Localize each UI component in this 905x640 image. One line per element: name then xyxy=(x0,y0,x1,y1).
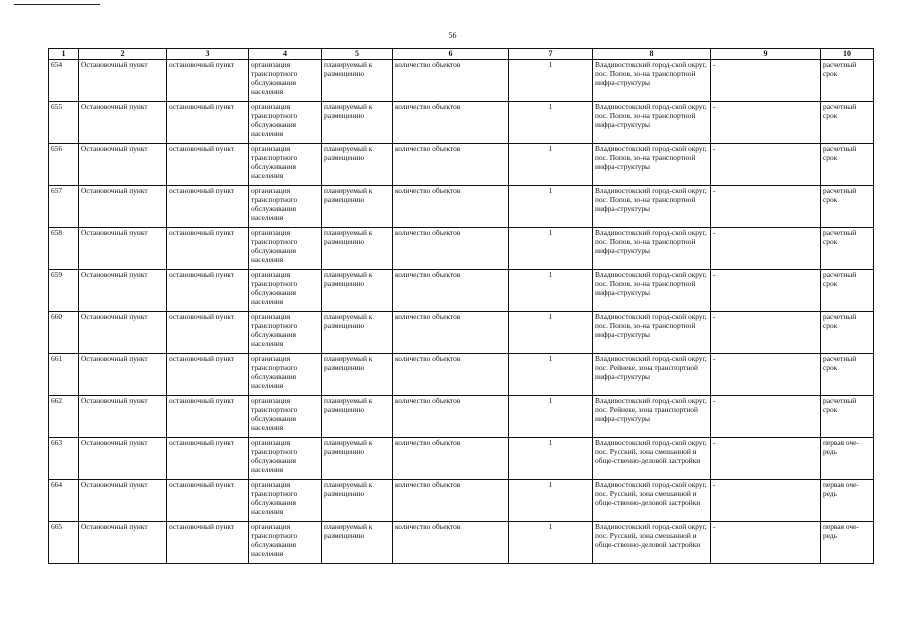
column-header: 6 xyxy=(393,49,509,60)
column-header: 2 xyxy=(79,49,167,60)
column-header: 7 xyxy=(509,49,593,60)
object-name: Остановочный пункт xyxy=(79,312,167,354)
object-type: остановочный пункт xyxy=(167,186,249,228)
protection-zone: - xyxy=(711,186,821,228)
row-number: 664 xyxy=(49,480,79,522)
object-name: Остановочный пункт xyxy=(79,396,167,438)
object-location: Владивостокский город-ской округ, пос. Русский, зона смешанной и обще-ственно-деловой застройки xyxy=(593,438,711,480)
table-row xyxy=(49,438,874,480)
indicator-name: количество объектов xyxy=(393,354,509,396)
object-type: остановочный пункт xyxy=(167,522,249,564)
object-location: Владивостокский город-ской округ, пос. Попов, зо-на транспортной инфра-структуры xyxy=(593,270,711,312)
indicator-name: количество объектов xyxy=(393,60,509,102)
implementation-term: расчетный срок xyxy=(821,102,874,144)
protection-zone: - xyxy=(711,312,821,354)
column-header: 1 xyxy=(49,49,79,60)
indicator-value: 1 xyxy=(509,144,593,186)
header-rule xyxy=(14,4,100,5)
protection-zone: - xyxy=(711,522,821,564)
indicator-value: 1 xyxy=(509,396,593,438)
row-number: 658 xyxy=(49,228,79,270)
indicator-value: 1 xyxy=(509,480,593,522)
column-header: 4 xyxy=(249,49,322,60)
object-location: Владивостокский город-ской округ, пос. Попов, зо-на транспортной инфра-структуры xyxy=(593,186,711,228)
object-location: Владивостокский город-ской округ, пос. Рейнеке, зона транспортной инфра-структуры xyxy=(593,396,711,438)
table-body xyxy=(49,60,874,564)
object-name: Остановочный пункт xyxy=(79,522,167,564)
implementation-term: первая оче-редь xyxy=(821,438,874,480)
object-location: Владивостокский город-ской округ, пос. Русский, зона смешанной и обще-ственно-деловой застройки xyxy=(593,480,711,522)
row-number: 662 xyxy=(49,396,79,438)
object-purpose: организация транспортного обслуживания населения xyxy=(249,438,322,480)
object-status: планируемый к размещению xyxy=(322,312,393,354)
protection-zone: - xyxy=(711,480,821,522)
registry-table xyxy=(48,48,874,564)
object-type: остановочный пункт xyxy=(167,60,249,102)
table-row xyxy=(49,312,874,354)
object-purpose: организация транспортного обслуживания населения xyxy=(249,480,322,522)
indicator-value: 1 xyxy=(509,228,593,270)
implementation-term: первая оче-редь xyxy=(821,480,874,522)
protection-zone: - xyxy=(711,228,821,270)
object-status: планируемый к размещению xyxy=(322,102,393,144)
indicator-name: количество объектов xyxy=(393,312,509,354)
object-name: Остановочный пункт xyxy=(79,354,167,396)
protection-zone: - xyxy=(711,270,821,312)
object-purpose: организация транспортного обслуживания населения xyxy=(249,270,322,312)
table-row xyxy=(49,270,874,312)
row-number: 654 xyxy=(49,60,79,102)
object-status: планируемый к размещению xyxy=(322,228,393,270)
table-row xyxy=(49,144,874,186)
object-name: Остановочный пункт xyxy=(79,480,167,522)
implementation-term: расчетный срок xyxy=(821,144,874,186)
row-number: 660 xyxy=(49,312,79,354)
implementation-term: расчетный срок xyxy=(821,60,874,102)
row-number: 659 xyxy=(49,270,79,312)
object-location: Владивостокский город-ской округ, пос. Попов, зо-на транспортной инфра-структуры xyxy=(593,312,711,354)
object-purpose: организация транспортного обслуживания населения xyxy=(249,396,322,438)
implementation-term: расчетный срок xyxy=(821,396,874,438)
indicator-name: количество объектов xyxy=(393,186,509,228)
object-type: остановочный пункт xyxy=(167,312,249,354)
object-location: Владивостокский город-ской округ, пос. Рейнеке, зона транспортной инфра-структуры xyxy=(593,354,711,396)
object-status: планируемый к размещению xyxy=(322,186,393,228)
object-name: Остановочный пункт xyxy=(79,60,167,102)
column-header: 10 xyxy=(821,49,874,60)
indicator-value: 1 xyxy=(509,102,593,144)
indicator-name: количество объектов xyxy=(393,102,509,144)
protection-zone: - xyxy=(711,438,821,480)
object-status: планируемый к размещению xyxy=(322,60,393,102)
object-purpose: организация транспортного обслуживания населения xyxy=(249,186,322,228)
indicator-name: количество объектов xyxy=(393,270,509,312)
indicator-value: 1 xyxy=(509,270,593,312)
indicator-name: количество объектов xyxy=(393,438,509,480)
object-name: Остановочный пункт xyxy=(79,228,167,270)
indicator-value: 1 xyxy=(509,354,593,396)
column-header: 8 xyxy=(593,49,711,60)
object-purpose: организация транспортного обслуживания населения xyxy=(249,312,322,354)
object-purpose: организация транспортного обслуживания населения xyxy=(249,60,322,102)
table-row xyxy=(49,60,874,102)
row-number: 661 xyxy=(49,354,79,396)
implementation-term: расчетный срок xyxy=(821,354,874,396)
indicator-name: количество объектов xyxy=(393,480,509,522)
object-type: остановочный пункт xyxy=(167,480,249,522)
object-status: планируемый к размещению xyxy=(322,270,393,312)
object-name: Остановочный пункт xyxy=(79,102,167,144)
object-status: планируемый к размещению xyxy=(322,480,393,522)
object-name: Остановочный пункт xyxy=(79,186,167,228)
row-number: 665 xyxy=(49,522,79,564)
object-status: планируемый к размещению xyxy=(322,396,393,438)
object-name: Остановочный пункт xyxy=(79,144,167,186)
implementation-term: расчетный срок xyxy=(821,186,874,228)
page-number: 56 xyxy=(448,31,457,40)
table-row xyxy=(49,102,874,144)
protection-zone: - xyxy=(711,354,821,396)
object-purpose: организация транспортного обслуживания населения xyxy=(249,228,322,270)
protection-zone: - xyxy=(711,102,821,144)
table-row xyxy=(49,396,874,438)
implementation-term: расчетный срок xyxy=(821,312,874,354)
table-row xyxy=(49,522,874,564)
object-type: остановочный пункт xyxy=(167,438,249,480)
indicator-value: 1 xyxy=(509,438,593,480)
indicator-name: количество объектов xyxy=(393,144,509,186)
table-row xyxy=(49,354,874,396)
header-row xyxy=(49,49,874,60)
table-row xyxy=(49,186,874,228)
protection-zone: - xyxy=(711,396,821,438)
object-location: Владивостокский город-ской округ, пос. Русский, зона смешанной и обще-ственно-деловой застройки xyxy=(593,522,711,564)
object-location: Владивостокский город-ской округ, пос. Попов, зо-на транспортной инфра-структуры xyxy=(593,60,711,102)
object-location: Владивостокский город-ской округ, пос. Попов, зо-на транспортной инфра-структуры xyxy=(593,144,711,186)
indicator-value: 1 xyxy=(509,186,593,228)
implementation-term: расчетный срок xyxy=(821,228,874,270)
object-type: остановочный пункт xyxy=(167,270,249,312)
object-type: остановочный пункт xyxy=(167,354,249,396)
implementation-term: первая оче-редь xyxy=(821,522,874,564)
row-number: 663 xyxy=(49,438,79,480)
object-purpose: организация транспортного обслуживания населения xyxy=(249,354,322,396)
object-status: планируемый к размещению xyxy=(322,354,393,396)
indicator-value: 1 xyxy=(509,312,593,354)
object-purpose: организация транспортного обслуживания населения xyxy=(249,102,322,144)
indicator-value: 1 xyxy=(509,522,593,564)
indicator-name: количество объектов xyxy=(393,522,509,564)
object-type: остановочный пункт xyxy=(167,396,249,438)
column-header: 9 xyxy=(711,49,821,60)
protection-zone: - xyxy=(711,144,821,186)
protection-zone: - xyxy=(711,60,821,102)
object-purpose: организация транспортного обслуживания населения xyxy=(249,144,322,186)
object-name: Остановочный пункт xyxy=(79,438,167,480)
column-header: 5 xyxy=(322,49,393,60)
object-type: остановочный пункт xyxy=(167,228,249,270)
table-row xyxy=(49,480,874,522)
indicator-name: количество объектов xyxy=(393,396,509,438)
object-location: Владивостокский город-ской округ, пос. Попов, зо-на транспортной инфра-структуры xyxy=(593,102,711,144)
object-name: Остановочный пункт xyxy=(79,270,167,312)
object-status: планируемый к размещению xyxy=(322,522,393,564)
column-header: 3 xyxy=(167,49,249,60)
object-purpose: организация транспортного обслуживания населения xyxy=(249,522,322,564)
indicator-value: 1 xyxy=(509,60,593,102)
row-number: 656 xyxy=(49,144,79,186)
object-status: планируемый к размещению xyxy=(322,144,393,186)
object-status: планируемый к размещению xyxy=(322,438,393,480)
indicator-name: количество объектов xyxy=(393,228,509,270)
object-location: Владивостокский город-ской округ, пос. Попов, зо-на транспортной инфра-структуры xyxy=(593,228,711,270)
object-type: остановочный пункт xyxy=(167,102,249,144)
row-number: 657 xyxy=(49,186,79,228)
implementation-term: расчетный срок xyxy=(821,270,874,312)
object-type: остановочный пункт xyxy=(167,144,249,186)
table-row xyxy=(49,228,874,270)
row-number: 655 xyxy=(49,102,79,144)
